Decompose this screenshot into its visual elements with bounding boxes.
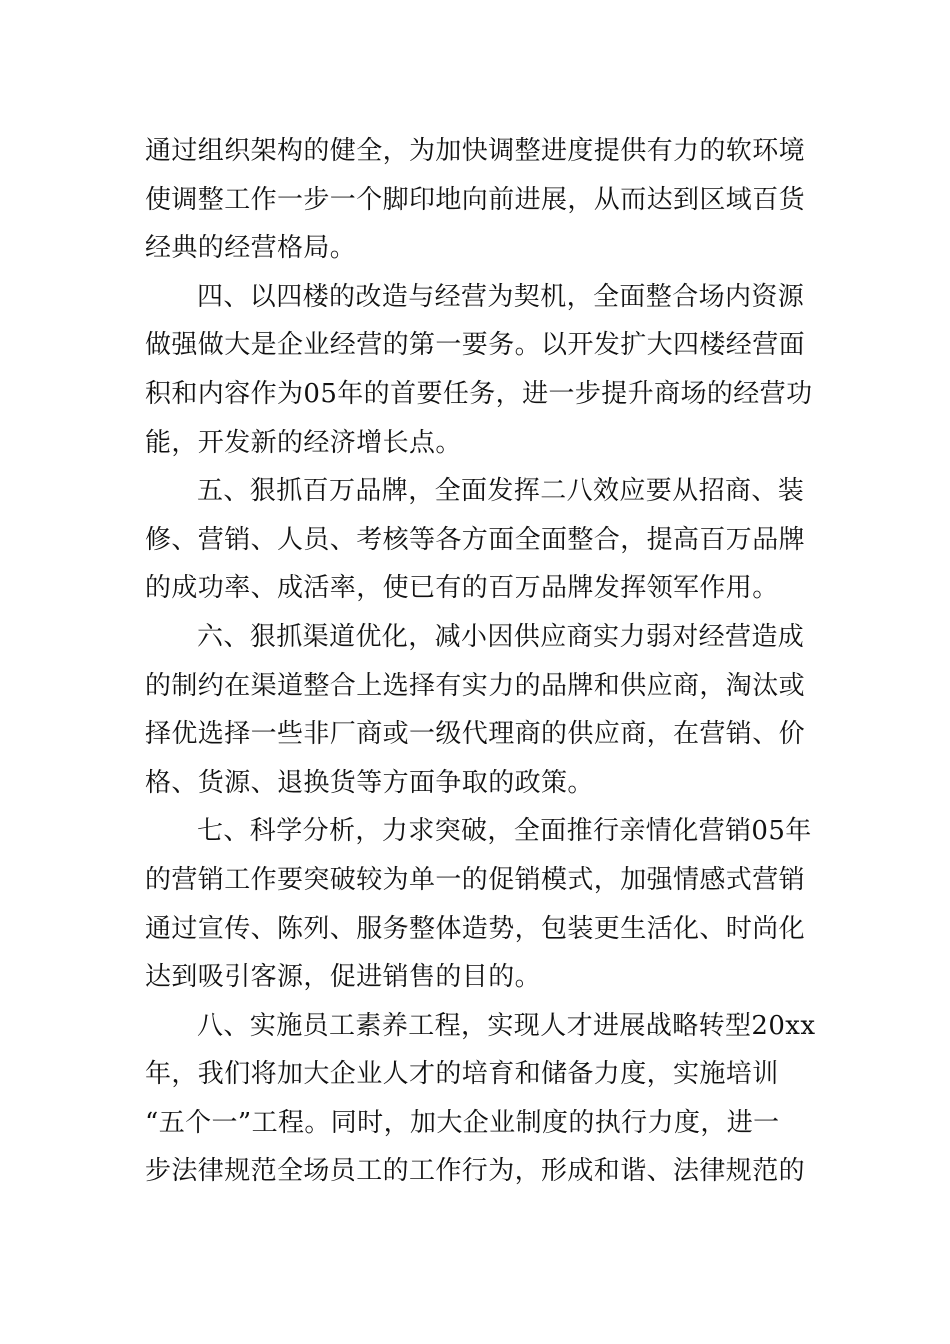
paragraph-heading-line: 四、以四楼的改造与经营为契机，全面整合场内资源: [197, 281, 805, 312]
text-line: 的成功率、成活率，使已有的百万品牌发挥领军作用。: [145, 573, 779, 604]
text-line: 经典的经营格局。: [145, 233, 357, 264]
paragraph-heading-line: 七、科学分析，力求突破，全面推行亲情化营销05年: [197, 816, 812, 847]
text-line: 步法律规范全场员工的工作行为，形成和谐、法律规范的: [145, 1156, 806, 1187]
document-body: [145, 127, 816, 1196]
text-line: 使调整工作一步一个脚印地向前进展，从而达到区域百货: [145, 184, 806, 215]
text-line: 格、货源、退换货等方面争取的政策。: [145, 767, 594, 798]
text-line: 修、营销、人员、考核等各方面全面整合，提高百万品牌: [145, 524, 806, 555]
paragraph-heading-line: 六、狠抓渠道优化，减小因供应商实力弱对经营造成: [197, 621, 805, 652]
paragraph-heading-line: 八、实施员工素养工程，实现人才进展战略转型20xx: [197, 1010, 816, 1041]
text-line: 通过宣传、陈列、服务整体造势，包装更生活化、时尚化: [145, 913, 806, 944]
text-line: 择优选择一些非厂商或一级代理商的供应商，在营销、价: [145, 719, 806, 750]
paragraph-heading-line: 五、狠抓百万品牌，全面发挥二八效应要从招商、装: [197, 476, 805, 507]
text-line: 达到吸引客源，促进销售的目的。: [145, 962, 542, 993]
text-line: 能，开发新的经济增长点。: [145, 427, 462, 458]
text-line: 的营销工作要突破较为单一的促销模式，加强情感式营销: [145, 864, 806, 895]
text-line: 通过组织架构的健全，为加快调整进度提供有力的软环境: [145, 136, 806, 166]
text-line: 年，我们将加大企业人才的培育和储备力度，实施培训: [145, 1059, 779, 1090]
text-line: 积和内容作为05年的首要任务，进一步提升商场的经营功: [145, 378, 813, 409]
text-line: 做强做大是企业经营的第一要务。以开发扩大四楼经营面: [145, 330, 806, 361]
text-line: 的制约在渠道整合上选择有实力的品牌和供应商，淘汰或: [145, 670, 806, 701]
text-line: “五个一”工程。同时，加大企业制度的执行力度，进一: [145, 1107, 780, 1138]
